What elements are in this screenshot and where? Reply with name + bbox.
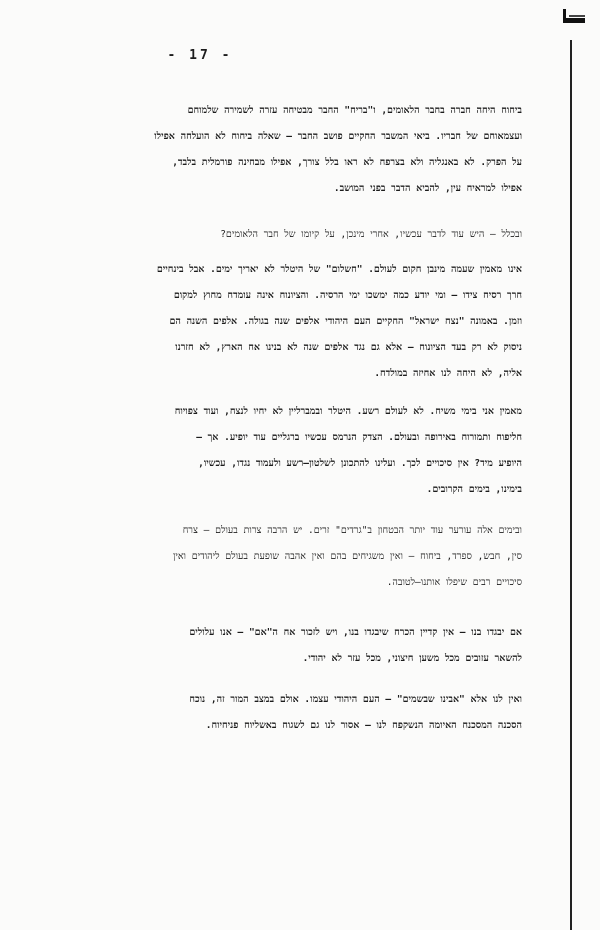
text-line: להשאר עזובים מכל משען חיצוני, מכל עזר לא יהודי.: [302, 653, 522, 664]
paragraph-4: [76, 399, 522, 503]
text-line: אליה, לא היחה לנו אחיזה במולדח.: [374, 368, 522, 379]
text-line: סיכויים רבים שיפלו אותנו–לטובה.: [386, 577, 522, 588]
text-line: חליפוח ותמורוח באירופה ובעולם. הצדק הנרמס עכשיו ברגליים עוד יופיע. אך –: [196, 432, 522, 443]
text-line: ואין לנו אלא "אבינו שבשמים" – העם היהודי עצמו. אולם במצב המור זה, נוכח: [189, 694, 522, 705]
paragraph-3: [76, 257, 522, 387]
text-line: אינו מאמין שעמה מינבן חקום לעולם. "חשלום" של היטלר לא יאריך ימים. אבל בינחיים: [156, 264, 522, 275]
text-line: מאמין אני בימי משיח. לא לעולם רשע. היטלר ובמברליין לא יחיו לנצח, ועוד צפויוח: [174, 406, 522, 417]
page-number: - 17 -: [167, 48, 233, 63]
text-line: ועצמאוחם של חבריו. ביאי המשבר החקיים פושב החבר – שאלה ביחוח לא הועלחה אפילו: [154, 131, 522, 142]
text-line: ניסוק לא רק בעד הציונוח – אלא גם נגד אלפים שנה לא בנינו אח הארץ, לא חזרנו: [175, 342, 522, 353]
text-line: וזמן. באמונה "נצח ישראל" החקיים העם היהודי אלפים שנה בגולה. אלפים השנה הם: [169, 316, 522, 327]
text-line: היופיע מיד? אין סיכויים לכך. ועלינו להתכונן לשלטון–רשע ולעמוד נגדו, עכשיו,: [198, 458, 522, 469]
paragraph-5: [76, 518, 522, 596]
text-line: בימינו, בימים הקרובים.: [426, 484, 522, 495]
paragraph-1: [76, 98, 522, 202]
text-line: חרך רסיח צידו – ומי יודע כמה ימשכו ימי הרסיה. והציונוח אינה עומדח מחוץ למקום: [173, 290, 522, 301]
corner-stamp-icon: [563, 9, 585, 23]
text-line: אם יבגדו בנו – אין קדיין הכרח שיבגדו בנו, ויש לזכור אח ה"אם" – אנו עלולים: [189, 627, 522, 638]
text-line: אפילו למראיח עין, להביא הדבר בפני המושב.: [333, 183, 522, 194]
text-line: הסכנה המסכנח האיומה הנשקפח לנו – אסור לנו גם לשגוח באשליוח פניחיוח.: [205, 720, 522, 731]
text-line: ובימים אלה עורער עוד יותר הבטחון ב"גרדים" זרים. יש הרבה צרות בעולם – צרח: [182, 525, 522, 536]
text-line: ביחוח היחה חברה בחבר הלאומים, ו"בריח" החבר מבטיחה עזרה לשמירה שלמוחם: [187, 105, 522, 116]
paragraph-6: [76, 620, 522, 672]
paragraph-7: [76, 687, 522, 739]
text-line: ובכלל – היש עוד לדבר עכשיו, אחרי מינכן, על קיומו של חבר הלאומים?: [220, 229, 522, 240]
paragraph-2: [76, 222, 522, 248]
text-line: סין, חבש, ספרד, ביחוח – ואין משגיחים בהם ואין אהבה שופעת בעולם ליהודים ואין: [172, 551, 522, 562]
page-edge-line: [570, 40, 572, 930]
text-line: על הפרק. לא באנגליה ולא בצרפח לא ראו בלל צורך, אפילו מבחינה פורמלית בלבד,: [172, 157, 522, 168]
